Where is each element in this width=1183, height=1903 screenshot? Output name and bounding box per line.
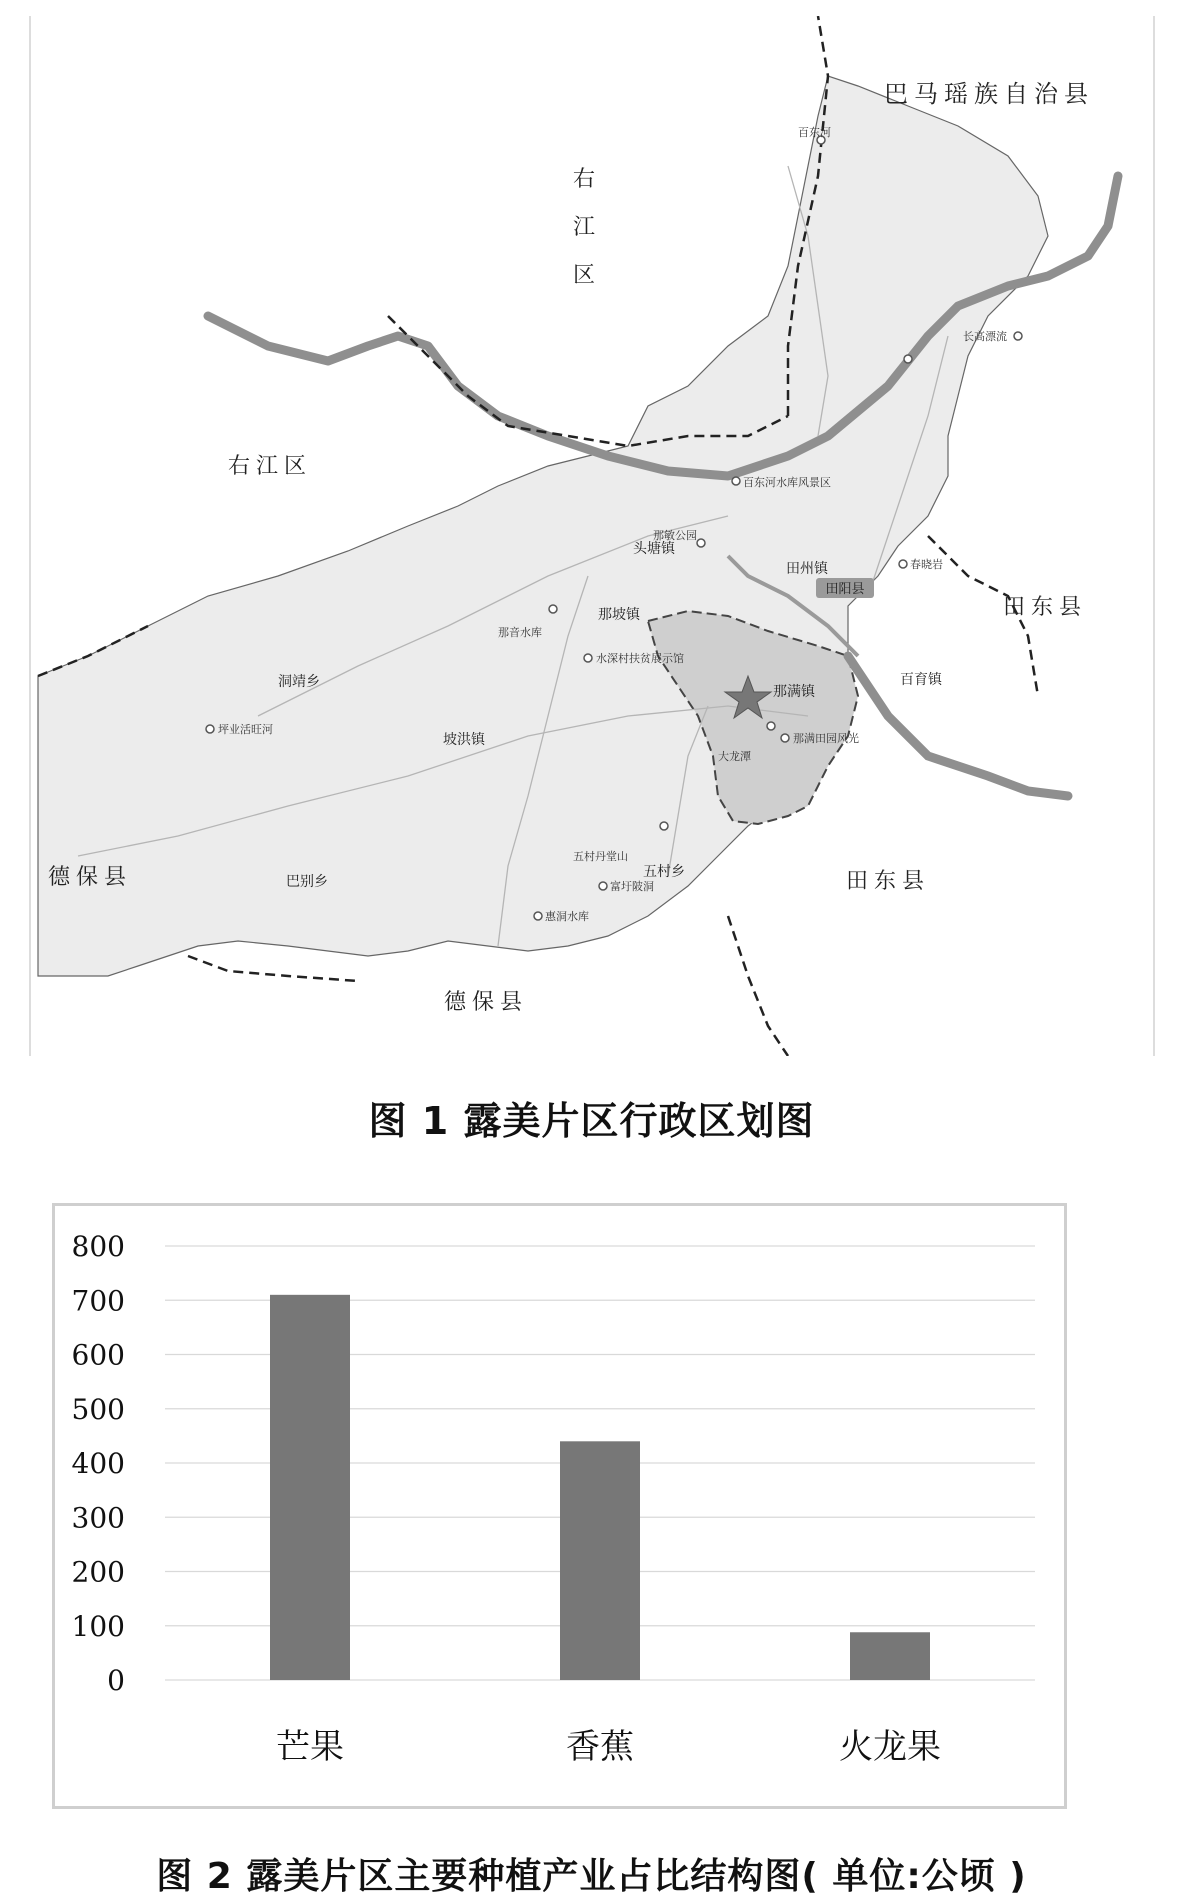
y-tick-label: 400 xyxy=(71,1447,125,1480)
poi-label-4: 长高漂流 xyxy=(963,330,1007,343)
region-label-debao-2: 德保县 xyxy=(444,990,529,1015)
svg-text:区: 区 xyxy=(573,263,596,288)
category-labels xyxy=(276,1727,941,1767)
bars xyxy=(270,1295,930,1680)
town-label-dongjing: 洞靖乡 xyxy=(278,674,320,690)
y-tick-label: 800 xyxy=(71,1230,125,1263)
town-label-babie: 巴别乡 xyxy=(286,874,328,890)
svg-text:右: 右 xyxy=(573,167,596,192)
poi-label-9: 那满田园风光 xyxy=(793,732,859,745)
y-axis-ticks xyxy=(72,1230,125,1697)
region-label-tiandong-1: 田东县 xyxy=(1003,595,1088,620)
category-label-1: 香蕉 xyxy=(566,1727,634,1767)
figure-2-caption: 图 2 露美片区主要种植产业占比结构图( 单位:公顷 ) xyxy=(156,1856,1027,1897)
bar-chart xyxy=(52,1203,1067,1809)
poi-label-11: 富圩陂洞 xyxy=(610,880,654,893)
county-badge-label: 田阳县 xyxy=(825,582,865,597)
bar-0 xyxy=(270,1295,350,1680)
river-2 xyxy=(848,656,1068,796)
town-label-pohong: 坡洪镇 xyxy=(443,732,485,748)
category-label-0: 芒果 xyxy=(276,1727,344,1767)
bar-2 xyxy=(850,1632,930,1680)
map-figure xyxy=(28,16,1156,1056)
poi-label-10: 五村丹堂山 xyxy=(573,850,628,863)
town-label-napo: 那坡镇 xyxy=(598,607,640,623)
poi-label-12: 惠洞水库 xyxy=(545,910,589,923)
y-tick-label: 600 xyxy=(71,1338,125,1372)
y-tick-label: 0 xyxy=(107,1664,125,1697)
y-tick-label: 300 xyxy=(71,1501,125,1535)
poi-label-5: 那音水库 xyxy=(498,626,542,639)
poi-label-0: 百东河 xyxy=(798,126,831,139)
svg-text:江: 江 xyxy=(573,215,596,240)
y-tick-label: 200 xyxy=(71,1555,125,1589)
figure-1-caption: 图 1 露美片区行政区划图 xyxy=(368,1099,815,1143)
town-label-toutang: 头塘镇 xyxy=(633,541,675,557)
region-label-debao-1: 德保县 xyxy=(48,865,133,890)
y-tick-label: 700 xyxy=(71,1284,125,1318)
administrative-map xyxy=(28,16,1156,1056)
bar-1 xyxy=(560,1441,640,1680)
town-label-wucun: 五村乡 xyxy=(643,864,685,880)
bar-chart-svg xyxy=(55,1206,1064,1806)
poi-label-8: 大龙潭 xyxy=(718,750,751,763)
y-tick-label: 100 xyxy=(71,1609,125,1643)
poi-label-7: 坪业活旺河 xyxy=(218,723,273,736)
poi-label-6: 水深村扶贫展示馆 xyxy=(596,652,684,665)
land-area xyxy=(38,76,1048,976)
region-label-bama: 巴马瑶族自治县 xyxy=(884,80,1094,108)
region-label-tiandong-2: 田东县 xyxy=(846,869,931,894)
poi-label-2: 那敏公园 xyxy=(653,529,697,542)
town-label-tianzhou: 田州镇 xyxy=(786,561,828,577)
town-label-baiyu: 百育镇 xyxy=(900,672,942,688)
y-tick-label: 500 xyxy=(71,1392,125,1426)
region-label-youjiang: 右江区 xyxy=(228,454,313,479)
poi-label-1: 百东河水库风景区 xyxy=(743,476,831,489)
region-label-youjiang-vertical xyxy=(573,167,595,288)
category-label-2: 火龙果 xyxy=(839,1727,941,1767)
poi-label-3: 春晓岩 xyxy=(910,558,943,571)
town-label-naman: 那满镇 xyxy=(773,684,815,700)
